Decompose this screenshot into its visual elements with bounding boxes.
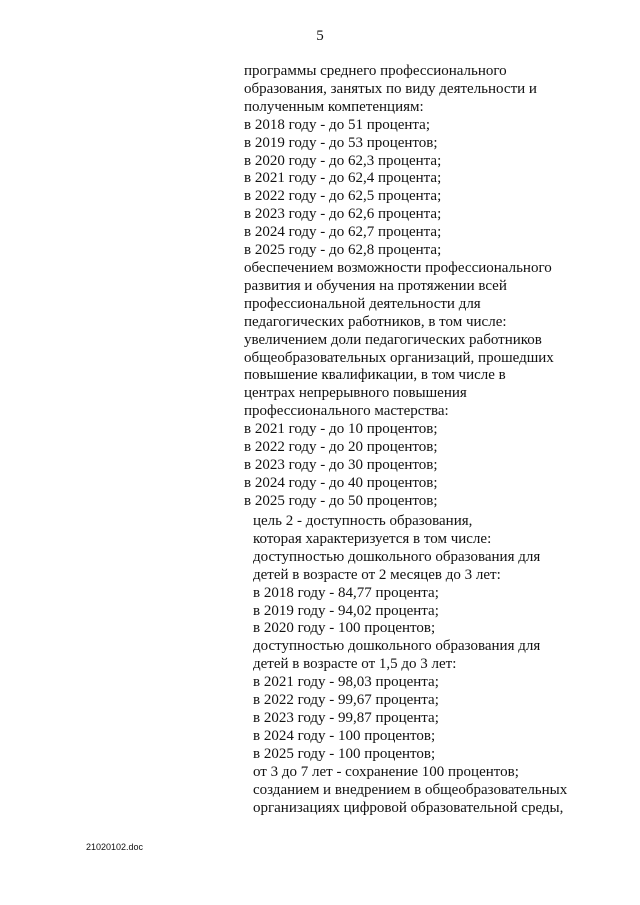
text-line: в 2025 году - до 62,8 процента;	[244, 242, 442, 259]
text-line: в 2019 году - 94,02 процента;	[253, 602, 439, 619]
text-line: от 3 до 7 лет - сохранение 100 процентов;	[253, 763, 519, 780]
text-line: организациях цифровой образовательной среды,	[253, 799, 564, 816]
text-line: в 2021 году - до 62,4 процента;	[244, 170, 442, 187]
text-line: в 2020 году - до 62,3 процента;	[244, 152, 442, 169]
text-line: развития и обучения на протяжении всей	[244, 277, 507, 294]
text-line: в 2024 году - до 62,7 процента;	[244, 224, 442, 241]
text-line: созданием и внедрением в общеобразовательных	[253, 781, 568, 798]
text-line: педагогических работников, в том числе:	[244, 313, 507, 330]
text-line: профессиональной деятельности для	[244, 295, 481, 312]
text-line: в 2020 году - 100 процентов;	[253, 620, 436, 637]
text-line: увеличением доли педагогических работников	[244, 331, 542, 348]
text-line: программы среднего профессионального	[244, 63, 507, 79]
text-line: цель 2 - доступность образования,	[253, 513, 473, 529]
text-line: полученным компетенциям:	[244, 98, 424, 115]
text-line: в 2023 году - до 62,6 процента;	[244, 206, 442, 223]
text-line: обеспечением возможности профессионального	[244, 259, 552, 276]
text-line: в 2021 году - 98,03 процента;	[253, 674, 439, 691]
text-line: которая характеризуется в том числе:	[253, 530, 492, 547]
page-number: 5	[316, 28, 324, 44]
text-line: в 2019 году - до 53 процентов;	[244, 134, 438, 151]
text-line: в 2022 году - до 20 процентов;	[244, 439, 438, 456]
text-line: доступностью дошкольного образования для	[253, 638, 541, 655]
text-block-goal-2	[253, 513, 567, 817]
text-line: образования, занятых по виду деятельности и	[244, 80, 537, 97]
text-line: в 2021 году - до 10 процентов;	[244, 421, 438, 438]
text-line: в 2025 году - до 50 процентов;	[244, 492, 438, 509]
text-line: детей в возрасте от 2 месяцев до 3 лет:	[253, 566, 501, 583]
text-line: в 2022 году - до 62,5 процента;	[244, 188, 442, 205]
text-line: в 2023 году - до 30 процентов;	[244, 456, 438, 473]
text-line: в 2025 году - 100 процентов;	[253, 745, 436, 762]
text-line: центрах непрерывного повышения	[244, 385, 467, 402]
text-line: в 2024 году - до 40 процентов;	[244, 474, 438, 491]
text-line: в 2022 году - 99,67 процента;	[253, 692, 439, 709]
text-line: детей в возрасте от 1,5 до 3 лет:	[253, 656, 457, 673]
text-line: в 2018 году - 84,77 процента;	[253, 584, 439, 601]
text-line: в 2023 году - 99,87 процента;	[253, 709, 439, 726]
text-block-goal-1-continued	[244, 63, 554, 511]
text-line: общеобразовательных организаций, прошедших	[244, 349, 554, 366]
text-line: профессионального мастерства:	[244, 403, 449, 420]
text-line: доступностью дошкольного образования для	[253, 548, 541, 565]
text-line: повышение квалификации, в том числе в	[244, 367, 506, 384]
text-line: в 2024 году - 100 процентов;	[253, 727, 436, 744]
text-line: в 2018 году - до 51 процента;	[244, 116, 430, 133]
document-file-code: 21020102.doc	[86, 842, 144, 852]
